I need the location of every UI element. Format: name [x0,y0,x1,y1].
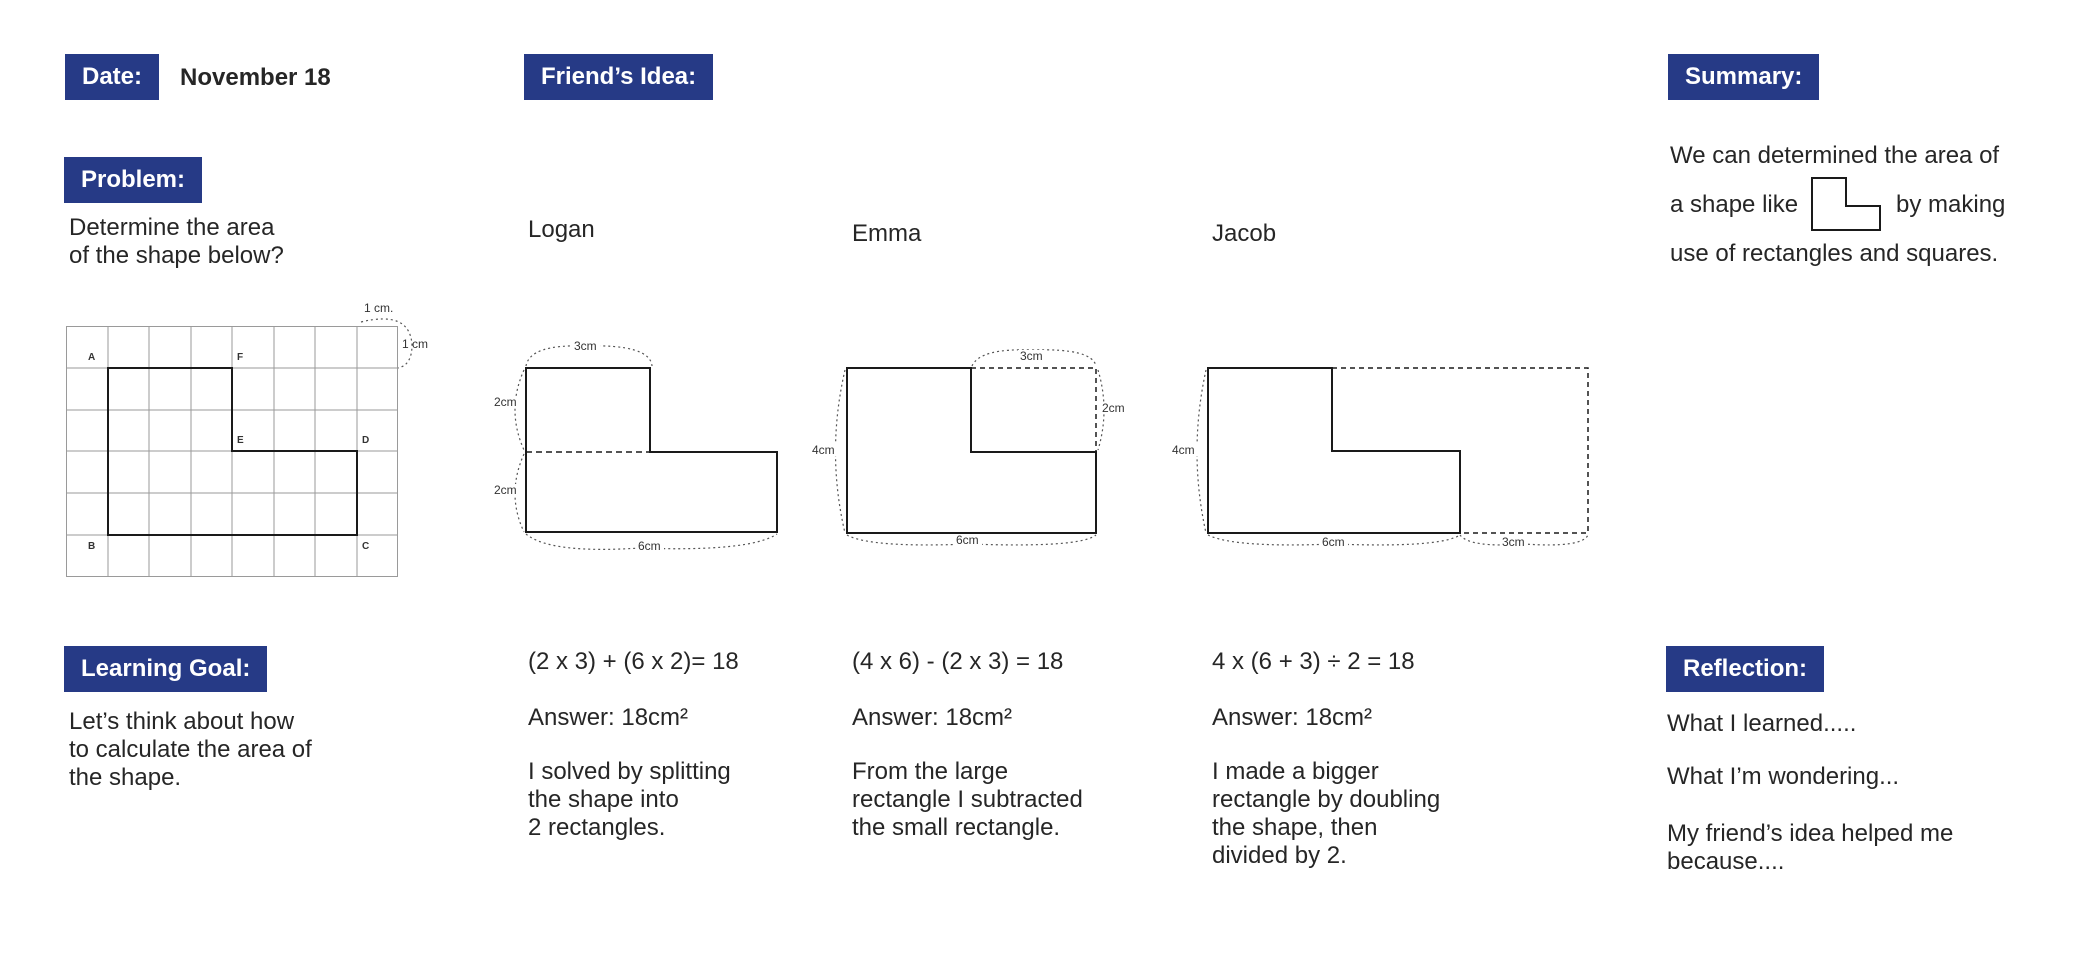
logan-name: Logan [528,216,595,243]
problem-text-line-2: of the shape below? [69,242,284,269]
reflection-helped-2: because.... [1667,848,1785,875]
emma-answer: Answer: 18cm² [852,704,1013,731]
date-header: Date: [65,54,159,100]
unit-top-label: 1 cm. [364,301,394,315]
jacob-l-shape [1208,368,1460,533]
jacob-equation: 4 x (6 + 3) ÷ 2 = 18 [1212,648,1415,675]
jacob-explanation-4: divided by 2. [1212,842,1347,869]
jacob-diagram [1170,336,1610,556]
emma-equation: (4 x 6) - (2 x 3) = 18 [852,648,1064,675]
unit-side-label: 1 cm [402,337,429,351]
summary-line-1: We can determined the area of [1670,142,2000,169]
jacob-left-dim: 4cm [1172,443,1195,457]
point-c: C [362,541,370,552]
point-e: E [237,435,244,446]
jacob-name: Jacob [1212,220,1277,247]
jacob-explanation-1: I made a bigger [1212,758,1379,785]
jacob-bottom-right-dim: 3cm [1502,535,1525,549]
point-d: D [362,435,370,446]
summary-line-2a: a shape like [1670,191,1799,218]
emma-left-dim: 4cm [812,443,835,457]
reflection-wondering: What I’m wondering... [1667,763,1900,790]
point-f: F [237,352,244,363]
logan-explanation-2: the shape into [528,786,679,813]
logan-explanation-3: 2 rectangles. [528,814,666,841]
reflection-header: Reflection: [1666,646,1824,692]
friends-idea-header: Friend’s Idea: [524,54,713,100]
reflection-helped-1: My friend’s idea helped me [1667,820,1954,847]
summary-header: Summary: [1668,54,1819,100]
logan-bottom-dim: 6cm [638,539,661,553]
emma-diagram [810,336,1125,556]
logan-top-dim: 3cm [574,339,597,353]
point-a: A [88,352,96,363]
logan-l-shape [526,368,777,532]
goal-line-2: to calculate the area of [69,736,312,763]
emma-explanation-3: the small rectangle. [852,814,1061,841]
jacob-bottom-dim: 6cm [1322,535,1345,549]
emma-l-shape [847,368,1096,533]
emma-name: Emma [852,220,922,247]
logan-equation: (2 x 3) + (6 x 2)= 18 [528,648,739,675]
problem-grid-diagram [60,300,460,580]
date-value: November 18 [180,64,331,91]
point-b: B [88,541,96,552]
l-shape-icon [1808,176,1884,232]
logan-explanation-1: I solved by splitting [528,758,731,785]
emma-right-dim: 2cm [1102,401,1125,415]
logan-left-bottom-dim: 2cm [494,483,517,497]
summary-line-2b: by making [1896,191,2006,218]
logan-answer: Answer: 18cm² [528,704,689,731]
goal-line-3: the shape. [69,764,182,791]
problem-header: Problem: [64,157,202,203]
logan-left-top-dim: 2cm [494,395,517,409]
jacob-explanation-3: the shape, then [1212,814,1378,841]
reflection-learned: What I learned..... [1667,710,1857,737]
emma-missing-rectangle [971,368,1096,452]
problem-text-line-1: Determine the area [69,214,275,241]
emma-bottom-dim: 6cm [956,533,979,547]
goal-line-1: Let’s think about how [69,708,295,735]
learning-goal-header: Learning Goal: [64,646,267,692]
jacob-answer: Answer: 18cm² [1212,704,1373,731]
emma-explanation-2: rectangle I subtracted [852,786,1083,813]
jacob-explanation-2: rectangle by doubling [1212,786,1441,813]
summary-line-3: use of rectangles and squares. [1670,240,1999,267]
logan-diagram [490,330,790,553]
emma-explanation-1: From the large [852,758,1009,785]
emma-top-dim: 3cm [1020,349,1043,363]
